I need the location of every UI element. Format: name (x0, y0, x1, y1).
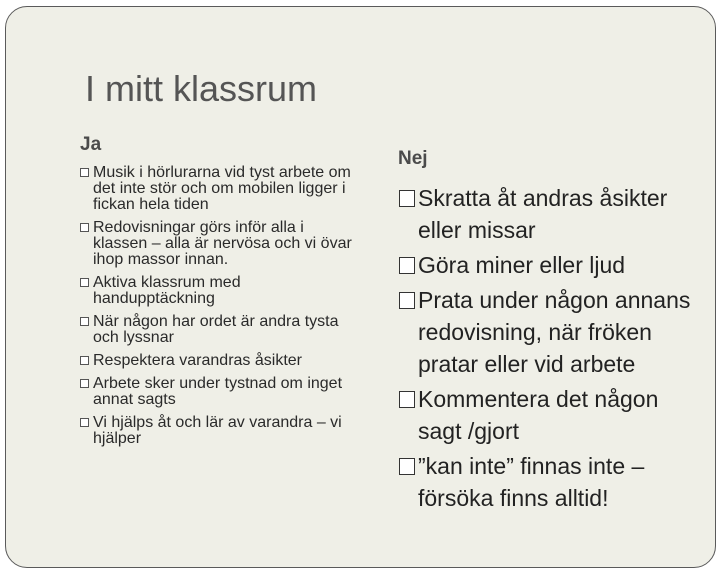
ja-item (80, 353, 360, 369)
bullet-box-icon (399, 458, 415, 475)
nej-item-text: Prata under någon annans redovisning, när fröken pratar eller vid arbete (418, 287, 691, 377)
ja-heading: Ja (80, 134, 102, 155)
ja-item (80, 314, 360, 346)
nej-item-text: Göra miner eller ljud (418, 252, 626, 278)
nej-heading: Nej (398, 148, 428, 169)
nej-item (398, 249, 698, 281)
nej-list (398, 182, 698, 514)
ja-list (80, 165, 360, 454)
ja-item-text: Vi hjälps åt och lär av varandra – vi hjälper (93, 414, 342, 447)
nej-item (398, 182, 698, 246)
bullet-box-icon (80, 418, 89, 427)
bullet-box-icon (80, 317, 89, 326)
nej-item-text: ”kan inte” finnas inte – försöka finns alltid! (418, 453, 645, 511)
ja-item-text: Musik i hörlurarna vid tyst arbete om det inte stör och om mobilen ligger i fickan hela tiden (93, 164, 351, 213)
bullet-box-icon (399, 190, 415, 207)
nej-item (398, 450, 698, 514)
ja-item (80, 165, 360, 213)
slide-title: I mitt klassrum (85, 68, 318, 109)
bullet-box-icon (399, 292, 415, 309)
ja-item-text: Redovisningar görs inför alla i klassen – alla är nervösa och vi övar ihop massor innan. (93, 219, 352, 268)
bullet-box-icon (80, 356, 89, 365)
ja-item-text: Respektera varandras åsikter (93, 352, 302, 369)
ja-item (80, 220, 360, 268)
bullet-box-icon (80, 379, 89, 388)
nej-item (398, 383, 698, 447)
ja-item-text: Arbete sker under tystnad om inget annat sagts (93, 375, 343, 408)
nej-item (398, 284, 698, 380)
bullet-box-icon (80, 278, 89, 287)
bullet-box-icon (80, 223, 89, 232)
nej-item-text: Kommentera det någon sagt /gjort (418, 386, 659, 444)
ja-item (80, 376, 360, 408)
ja-item-text: När någon har ordet är andra tysta och lyssnar (93, 313, 339, 346)
ja-item (80, 415, 360, 447)
ja-item (80, 275, 360, 307)
bullet-box-icon (80, 168, 89, 177)
bullet-box-icon (399, 391, 415, 408)
ja-item-text: Aktiva klassrum med handupptäckning (93, 274, 241, 307)
nej-item-text: Skratta åt andras åsikter eller missar (418, 185, 668, 243)
bullet-box-icon (399, 257, 415, 274)
